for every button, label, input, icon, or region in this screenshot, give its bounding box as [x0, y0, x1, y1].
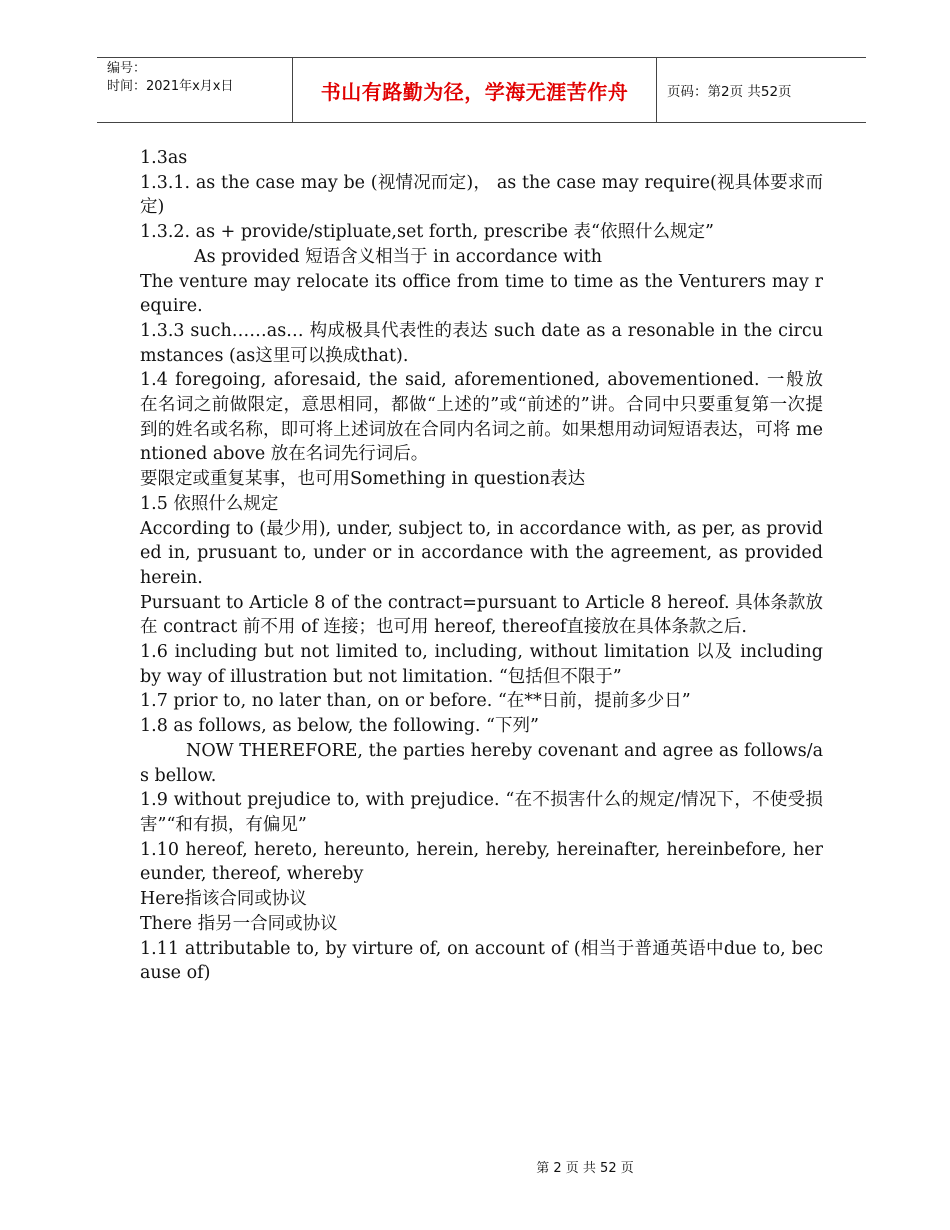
page-header: [97, 57, 866, 123]
paragraph: Pursuant to Article 8 of the contract=pursuant to Article 8 hereof. 具体条款放在 contract 前不用 of 连接；也可用 hereof, thereof直接放在具体条款之后.: [140, 592, 823, 638]
paragraph: 要限定或重复某事，也可用Something in question表达: [140, 469, 586, 490]
paragraph: 1.8 as follows, as below, the following. “下列”: [140, 716, 539, 737]
paragraph: 1.3as: [140, 148, 188, 168]
paragraph: NOW THEREFORE, the parties hereby covenant and agree as follows/as bellow.: [140, 740, 823, 786]
page-footer: [0, 1157, 950, 1176]
paragraph: 1.3.3 such……as… 构成极具代表性的表达 such date as a resonable in the circumstances (as这里可以换成that).: [140, 320, 823, 366]
paragraph: 1.3.1. as the case may be (视情况而定)， as the case may require(视具体要求而定): [140, 172, 823, 218]
header-page-code: 页码：第2页 共52页: [667, 84, 792, 100]
header-motto: 书山有路勤为径，学海无涯苦作舟: [293, 58, 657, 122]
paragraph: 1.11 attributable to, by virture of, on account of (相当于普通英语中due to, because of): [140, 938, 823, 984]
serial-label: 编号：: [107, 61, 147, 76]
paragraph: There 指另一合同或协议: [140, 913, 338, 934]
paragraph: As provided 短语含义相当于 in accordance with: [194, 246, 603, 267]
header-meta: [97, 58, 293, 122]
paragraph: 1.3.2. as + provide/stipluate,set forth, prescribe 表“依照什么规定”: [140, 222, 714, 243]
document-body: [140, 146, 823, 986]
paragraph: According to (最少用), under, subject to, in accordance with, as per, as provided in, prusuant to, under or in accordance with the agreement, as provided herein.: [140, 518, 823, 588]
paragraph: 1.5 依照什么规定: [140, 493, 279, 514]
paragraph: 1.10 hereof, hereto, hereunto, herein, hereby, hereinafter, hereinbefore, hereunder, thereof, whereby: [140, 839, 823, 885]
paragraph: 1.7 prior to, no later than, on or before. “在**日前，提前多少日”: [140, 691, 691, 712]
paragraph: Here指该合同或协议: [140, 889, 307, 910]
paragraph: 1.9 without prejudice to, with prejudice. “在不损害什么的规定/情况下，不使受损害”“和有损，有偏见”: [140, 790, 823, 835]
paragraph: The venture may relocate its office from time to time as the Venturers may require.: [140, 271, 823, 317]
footer-page-number: 第 2 页 共 52 页: [536, 1161, 634, 1176]
paragraph: 1.6 including but not limited to, including, without limitation 以及 including by way of illustration but not limitation. “包括但不限于”: [140, 642, 823, 687]
paragraph: 1.4 foregoing, aforesaid, the said, aforementioned, abovementioned. 一般放在名词之前做限定，意思相同，都做“上述的”或“前述的”讲。合同中只要重复第一次提到的姓名或名称，即可将上述词放在合同内名词之前。如果想用动词短语表达，可将 mentioned above 放在名词先行词后。: [140, 370, 823, 465]
time-label: 时间：2021年x月x日: [107, 79, 234, 94]
